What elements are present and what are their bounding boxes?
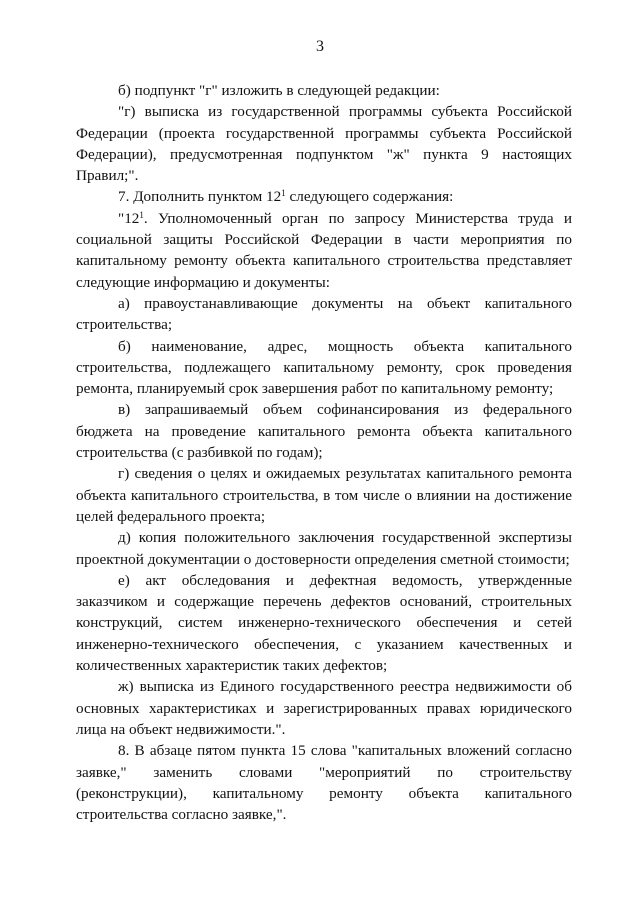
item7-superscript: 1 [281,188,286,199]
paragraph-extract-quote: "г) выписка из государственной программы субъекта Российской Федерации (проекта государственной программы субъекта Российской Федерации), предусмотренная подпунктом "ж" пункта 9 настоящих Правил;". [76,103,572,185]
paragraph-list-g: г) сведения о целях и ожидаемых результатах капитального ремонта объекта капитального строительства, в том числе о влиянии на достижение целей федерального проекта; [76,465,572,525]
paragraph-list-v: в) запрашиваемый объем софинансирования из федерального бюджета на проведение капитального ремонта объекта капитального строительства (с разбивкой по годам); [76,401,572,462]
item7-text-after: следующего содержания: [285,188,454,206]
paragraph-list-zh: ж) выписка из Единого государственного реестра недвижимости об основных характеристиках и зарегистрированных правах юридического лица на объект недвижимости.". [76,678,572,738]
item7-text-before: 7. Дополнить пунктом 12 [118,188,282,206]
paragraph-subitem-b: б) подпункт "г" изложить в следующей редакции: [118,82,440,99]
paragraph-list-d: д) копия положительного заключения государственной экспертизы проектной документации о достоверности определения сметной стоимости; [76,529,572,568]
page-number: 3 [316,38,324,55]
paragraph-list-b: б) наименование, адрес, мощность объекта капитального строительства, подлежащего капитальному ремонту, срок проведения ремонта, планируемый срок завершения работ по капитальному ремонту; [76,337,572,398]
paragraph-item-8: 8. В абзаце пятом пункта 15 слова "капитальных вложений согласно заявке," заменить словами "мероприятий по строительству (реконструкции), капитальному ремонту объекта капитального строительства согласно заявке,". [76,742,572,824]
paragraph-item-12-1 [76,208,572,293]
document-body [76,80,572,825]
item12-text-before: "12 [118,209,140,227]
paragraph-list-a: а) правоустанавливающие документы на объект капитального строительства; [76,294,572,334]
item12-superscript: 1 [139,209,144,220]
item12-text-after: . Уполномоченный орган по запросу Министерства труда и социальной защиты Российской Федерации в части мероприятия по капитальному ремонту объекта капитального строительства представляет следующие информацию и документы: [76,209,572,291]
paragraph-list-e: е) акт обследования и дефектная ведомость, утвержденные заказчиком и содержащие перечень дефектов оснований, строительных конструкций, систем инженерно-технического обеспечения и сетей инженерно-технического обеспечения, с указанием качественных и количественных характеристик таких дефектов; [76,571,572,675]
paragraph-item-7 [76,186,572,207]
